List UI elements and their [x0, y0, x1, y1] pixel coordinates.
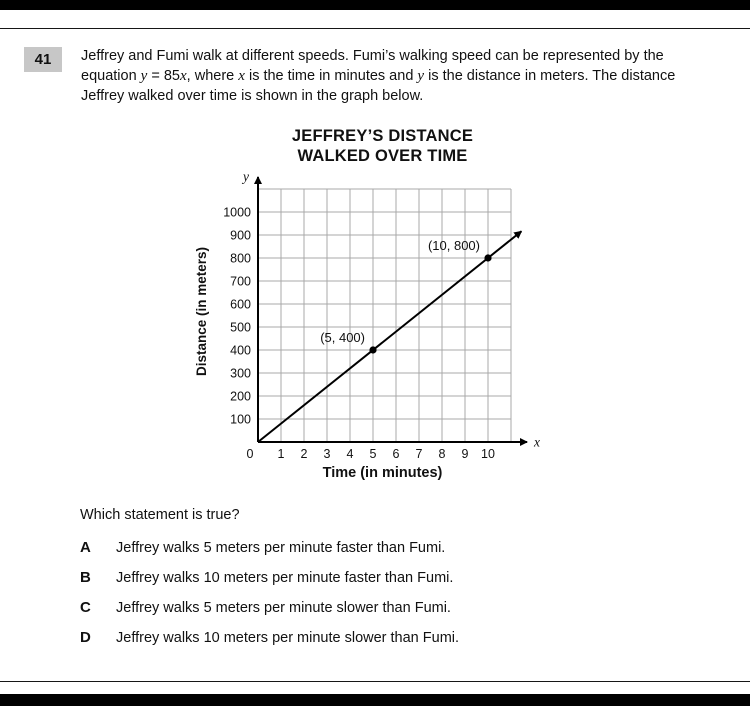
svg-text:600: 600 — [230, 297, 251, 312]
answer-options — [80, 539, 750, 646]
text-segment: Jeffrey and Fumi walk at different speeds. Fumi’s walking speed can be represented by the equation — [81, 48, 664, 85]
math-variable: x — [180, 68, 187, 85]
svg-text:5: 5 — [369, 446, 377, 461]
svg-text:2: 2 — [300, 446, 308, 461]
option-text: Jeffrey walks 5 meters per minute slower than Fumi. — [116, 599, 451, 616]
svg-text:9: 9 — [461, 446, 469, 461]
math-variable: x — [238, 68, 245, 85]
answer-option-C — [80, 599, 750, 616]
svg-text:1000: 1000 — [223, 205, 251, 220]
option-text: Jeffrey walks 10 meters per minute faster than Fumi. — [116, 569, 454, 586]
line-chart — [212, 173, 548, 465]
option-text: Jeffrey walks 5 meters per minute faster than Fumi. — [116, 539, 446, 556]
svg-text:3: 3 — [323, 446, 331, 461]
text-segment: = 85 — [147, 68, 180, 85]
text-segment: is the time in minutes and — [244, 68, 418, 85]
answer-option-B — [80, 569, 750, 586]
svg-text:800: 800 — [230, 251, 251, 266]
svg-text:y: y — [243, 172, 249, 184]
svg-text:900: 900 — [230, 228, 251, 243]
math-variable: y — [417, 68, 425, 85]
question-text — [81, 47, 703, 106]
text-segment: , where — [186, 68, 239, 85]
bottom-rule — [0, 681, 750, 682]
svg-text:10: 10 — [481, 446, 495, 461]
svg-text:1: 1 — [277, 446, 285, 461]
svg-text:300: 300 — [230, 366, 251, 381]
svg-text:400: 400 — [230, 343, 251, 358]
chart-area — [190, 173, 590, 465]
bottom-border-bar — [0, 694, 750, 706]
x-axis-label: Time (in minutes) — [322, 464, 443, 481]
option-letter: C — [80, 598, 91, 616]
svg-text:7: 7 — [415, 446, 423, 461]
svg-text:6: 6 — [392, 446, 400, 461]
svg-text:200: 200 — [230, 389, 251, 404]
svg-text:500: 500 — [230, 320, 251, 335]
svg-text:700: 700 — [230, 274, 251, 289]
math-variable: y — [140, 68, 148, 85]
option-text: Jeffrey walks 10 meters per minute slower than Fumi. — [116, 629, 460, 646]
figure — [190, 126, 590, 480]
option-letter: A — [80, 538, 91, 556]
answer-option-D — [80, 629, 750, 646]
chart-title-line: JEFFREY’S DISTANCE — [291, 127, 474, 146]
question-prompt: Which statement is true? — [80, 506, 240, 523]
svg-text:8: 8 — [438, 446, 446, 461]
svg-text:0: 0 — [246, 446, 254, 461]
svg-text:(5, 400): (5, 400) — [320, 329, 365, 345]
svg-text:x: x — [534, 434, 540, 450]
question-content — [0, 29, 750, 659]
question-block — [24, 47, 722, 106]
svg-text:100: 100 — [230, 412, 251, 427]
chart-title — [256, 126, 509, 166]
y-axis-label: Distance (in meters) — [193, 246, 209, 377]
answer-option-A — [80, 539, 750, 556]
text-segment: is the distance in meters. The distance Jeffrey walked over time is shown in the graph below. — [81, 68, 676, 104]
option-letter: B — [80, 568, 91, 586]
question-number: 41 — [24, 47, 62, 72]
svg-text:4: 4 — [346, 446, 354, 461]
svg-text:(10, 800): (10, 800) — [427, 237, 480, 253]
option-letter: D — [80, 628, 91, 646]
chart-title-line: WALKED OVER TIME — [297, 147, 468, 166]
top-border-bar — [0, 0, 750, 10]
